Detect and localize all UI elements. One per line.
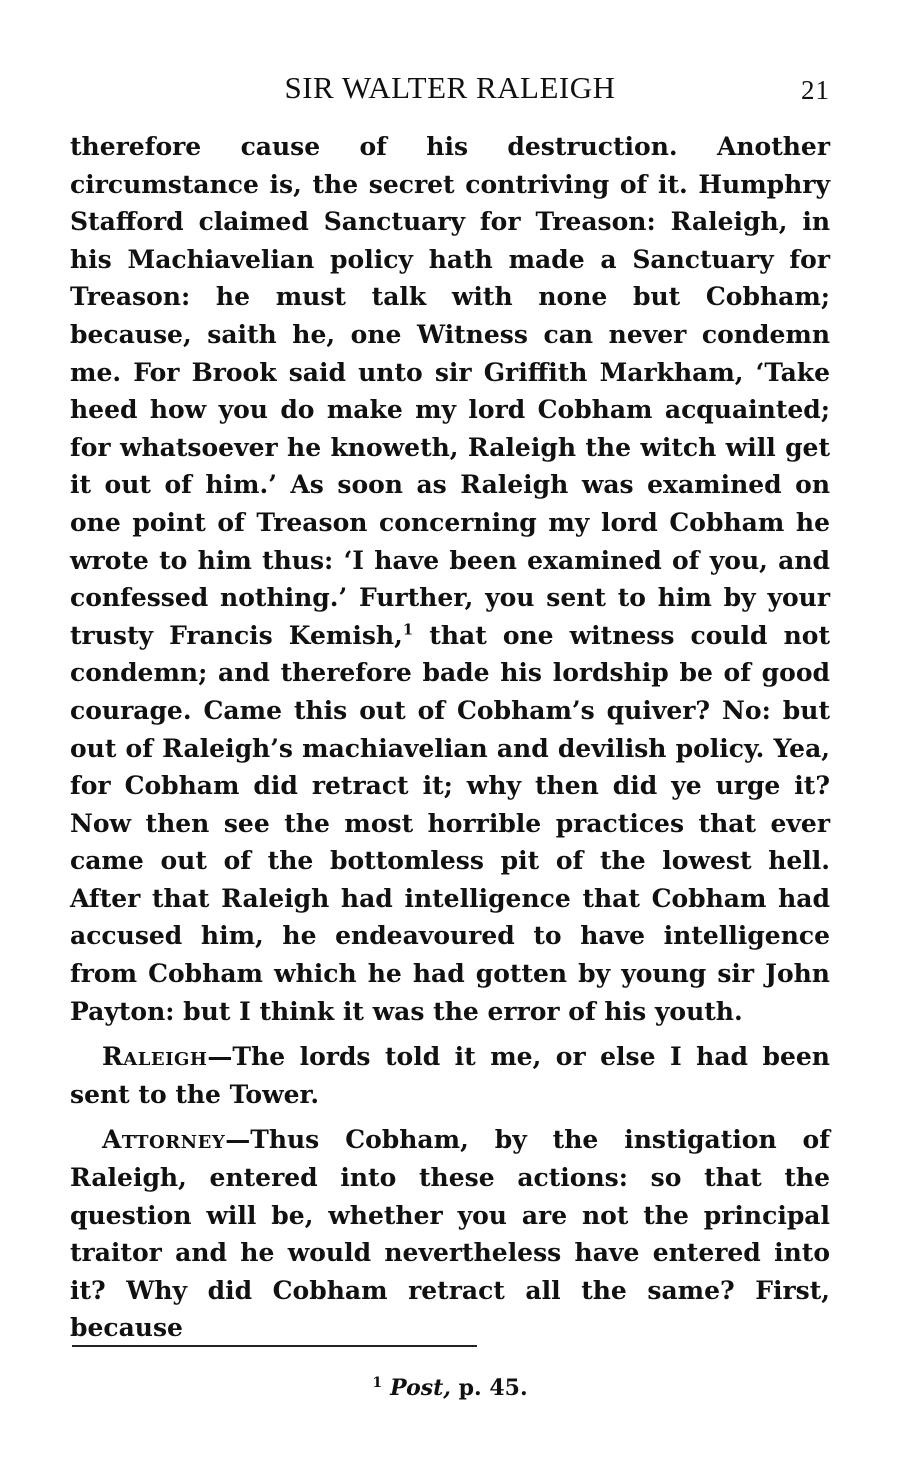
footnote-marker: 1 (372, 1374, 383, 1391)
speaker-name: Attorney (102, 1125, 226, 1155)
footnote-page: p. 45. (458, 1375, 528, 1401)
body-text (70, 128, 830, 1347)
footnote-source: Post, (390, 1375, 451, 1401)
footnote (0, 1372, 900, 1404)
paragraph-text: that one witness could not condemn; and therefore bade his lordship be of good courage. Came this out of Cobham’s quiver? No: but out of Raleigh’s machiavelian and devilish policy. Yea, for Cobham did retract it; why then did ye urge it? Now then see the most horrible practices that ever came out of the bottomless pit of the lowest hell. After that Raleigh had intelligence that Cobham had accused him, he endeavoured to have intelligence from Cobham which he had gotten by young sir John Payton: but I think it was the error of his youth. (70, 620, 830, 1026)
footnote-divider (72, 1345, 477, 1347)
paragraph-text: therefore cause of his destruction. Another circumstance is, the secret contriving of it. Humphry Stafford claimed Sanctuary for Treason: Raleigh, in his Machiavelian policy hath made a Sanctuary for Treason: he must talk with none but Cobham; because, saith he, one Witness can never condemn me. For Brook said unto sir Griffith Markham, ‘Take heed how you do make my lord Cobham acquainted; for whatsoever he knoweth, Raleigh the witch will get it out of him.’ As soon as Raleigh was examined on one point of Treason concerning my lord Cobham he wrote to him thus: ‘I have been examined of you, and confessed nothing.’ Further, you sent to him by your trusty Francis Kemish, (70, 132, 830, 650)
paragraph-text: —The lords told it me, or else I had been sent to the Tower. (70, 1042, 830, 1109)
running-head (70, 66, 830, 110)
paragraph-text: —Thus Cobham, by the instigation of Raleigh, entered into these actions: so that the question will be, whether you are not the principal traitor and he would nevertheless have entered into it? Why did Cobham retract all the same? First, because (70, 1125, 830, 1343)
running-title: SIR WALTER RALEIGH (284, 70, 616, 105)
footnote-reference: 1 (402, 620, 414, 639)
paragraph-prosecution (70, 128, 830, 1030)
page-number: 21 (801, 75, 830, 105)
speaker-name: Raleigh (102, 1042, 208, 1072)
paragraph-attorney (70, 1121, 830, 1347)
paragraph-raleigh (70, 1038, 830, 1113)
